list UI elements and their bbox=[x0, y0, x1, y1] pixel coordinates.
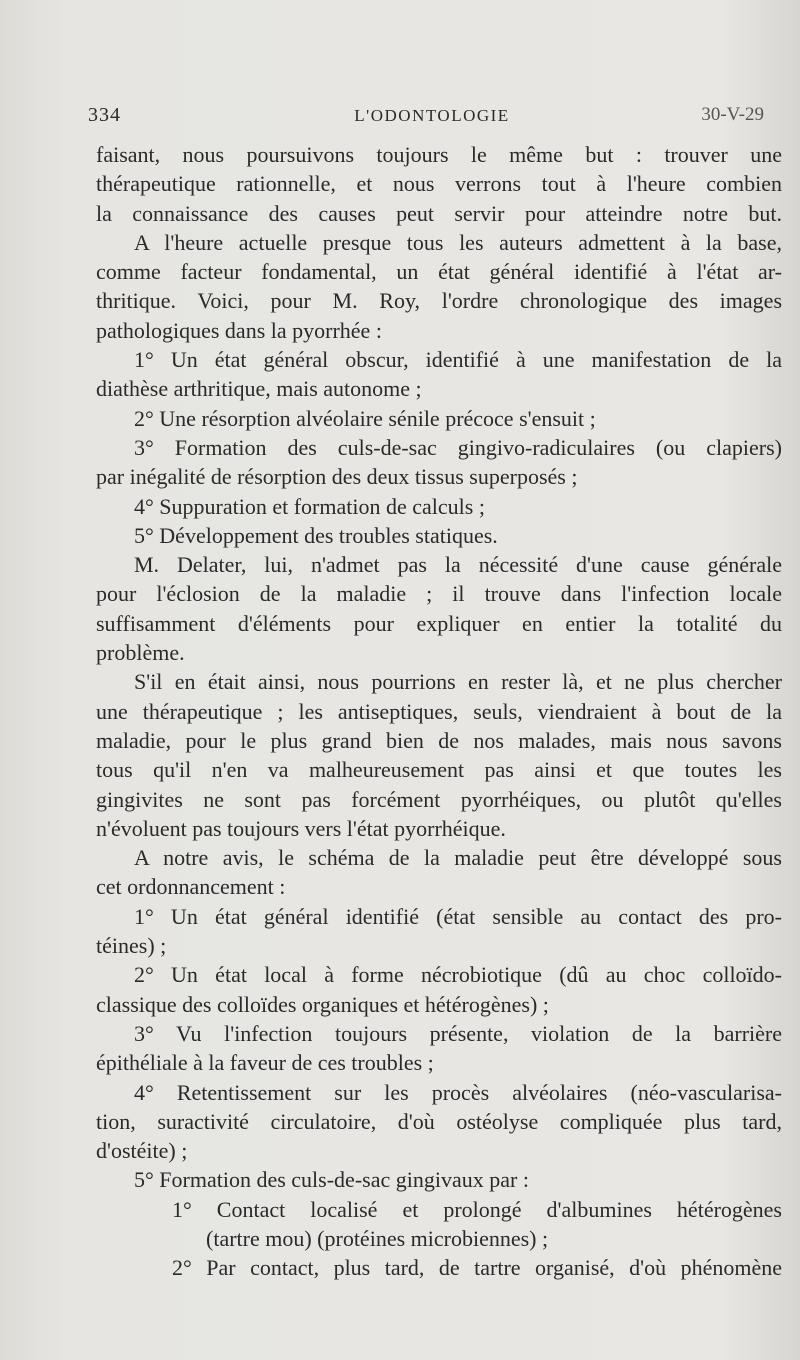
text-line: M. Delater, lui, n'admet pas la nécessité d'une cause générale bbox=[134, 552, 782, 578]
text-line: épithéliale à la faveur de ces troubles ; bbox=[96, 1050, 434, 1076]
text-line: une thérapeutique ; les antiseptiques, seuls, viendraient à bout de la bbox=[96, 698, 782, 724]
list-item: 4° Retentissement sur les procès alvéolaires (néo-vascularisa- bbox=[134, 1079, 782, 1105]
running-header bbox=[88, 104, 776, 134]
text-line: faisant, nous poursuivons toujours le même but : trouver une bbox=[96, 142, 782, 167]
text-line: par inégalité de résorption des deux tissus superposés ; bbox=[96, 464, 578, 490]
list-item: 3° Formation des culs-de-sac gingivo-radiculaires (ou clapiers) bbox=[134, 434, 782, 460]
text-line: classique des colloïdes organiques et hétérogènes) ; bbox=[96, 991, 549, 1017]
text-line: n'évoluent pas toujours vers l'état pyorrhéique. bbox=[96, 815, 506, 841]
list-item: 1° Un état général identifié (état sensible au contact des pro- bbox=[134, 903, 782, 929]
text-line: maladie, pour le plus grand bien de nos malades, mais nous savons bbox=[96, 727, 782, 753]
text-line: S'il en était ainsi, nous pourrions en rester là, et ne plus chercher bbox=[134, 669, 782, 695]
list-item: 4° Suppuration et formation de calculs ; bbox=[134, 493, 485, 519]
sub-list-item: 1° Contact localisé et prolongé d'albumines hétérogènes bbox=[172, 1196, 782, 1222]
text-line: cet ordonnancement : bbox=[96, 874, 286, 900]
text-line: téines) ; bbox=[96, 933, 167, 959]
list-item: 1° Un état général obscur, identifié à une manifestation de la bbox=[134, 347, 782, 373]
text-line: tion, suractivité circulatoire, d'où ostéolyse compliquée plus tard, bbox=[96, 1108, 782, 1134]
text-line: diathèse arthritique, mais autonome ; bbox=[96, 376, 422, 402]
text-line: thérapeutique rationnelle, et nous verrons tout à l'heure combien bbox=[96, 171, 782, 197]
text-line: problème. bbox=[96, 640, 185, 666]
sub-list-item: 2° Par contact, plus tard, de tartre organisé, d'où phénomène bbox=[172, 1255, 782, 1281]
handwritten-date: 30-V-29 bbox=[701, 104, 764, 125]
list-item: 2° Une résorption alvéolaire sénile précoce s'ensuit ; bbox=[134, 405, 596, 431]
text-line: suffisamment d'éléments pour expliquer en entier la totalité du bbox=[96, 610, 782, 636]
text-line: pathologiques dans la pyorrhée : bbox=[96, 317, 382, 343]
list-item: 3° Vu l'infection toujours présente, violation de la barrière bbox=[134, 1020, 782, 1046]
text-line: tous qu'il n'en va malheureusement pas ainsi et que toutes les bbox=[96, 757, 782, 783]
text-line: la connaissance des causes peut servir pour atteindre notre but. bbox=[96, 200, 782, 226]
text-line: (tartre mou) (protéines microbiennes) ; bbox=[206, 1225, 549, 1251]
text-line: A l'heure actuelle presque tous les auteurs admettent à la base, bbox=[134, 229, 782, 255]
page-number: 334 bbox=[88, 104, 121, 126]
running-title: L'ODONTOLOGIE bbox=[354, 106, 510, 125]
text-body bbox=[96, 140, 782, 1283]
list-item: 5° Développement des troubles statiques. bbox=[134, 522, 498, 548]
text-line: pour l'éclosion de la maladie ; il trouve dans l'infection locale bbox=[96, 581, 782, 607]
text-line: thritique. Voici, pour M. Roy, l'ordre chronologique des images bbox=[96, 288, 782, 314]
list-item: 5° Formation des culs-de-sac gingivaux par : bbox=[134, 1167, 529, 1193]
text-line: gingivites ne sont pas forcément pyorrhéiques, ou plutôt qu'elles bbox=[96, 786, 782, 812]
text-line: A notre avis, le schéma de la maladie peut être développé sous bbox=[134, 845, 782, 871]
text-line: comme facteur fondamental, un état général identifié à l'état ar- bbox=[96, 259, 782, 285]
list-item: 2° Un état local à forme nécrobiotique (dû au choc colloïdo- bbox=[134, 962, 782, 988]
text-line: d'ostéite) ; bbox=[96, 1138, 188, 1164]
